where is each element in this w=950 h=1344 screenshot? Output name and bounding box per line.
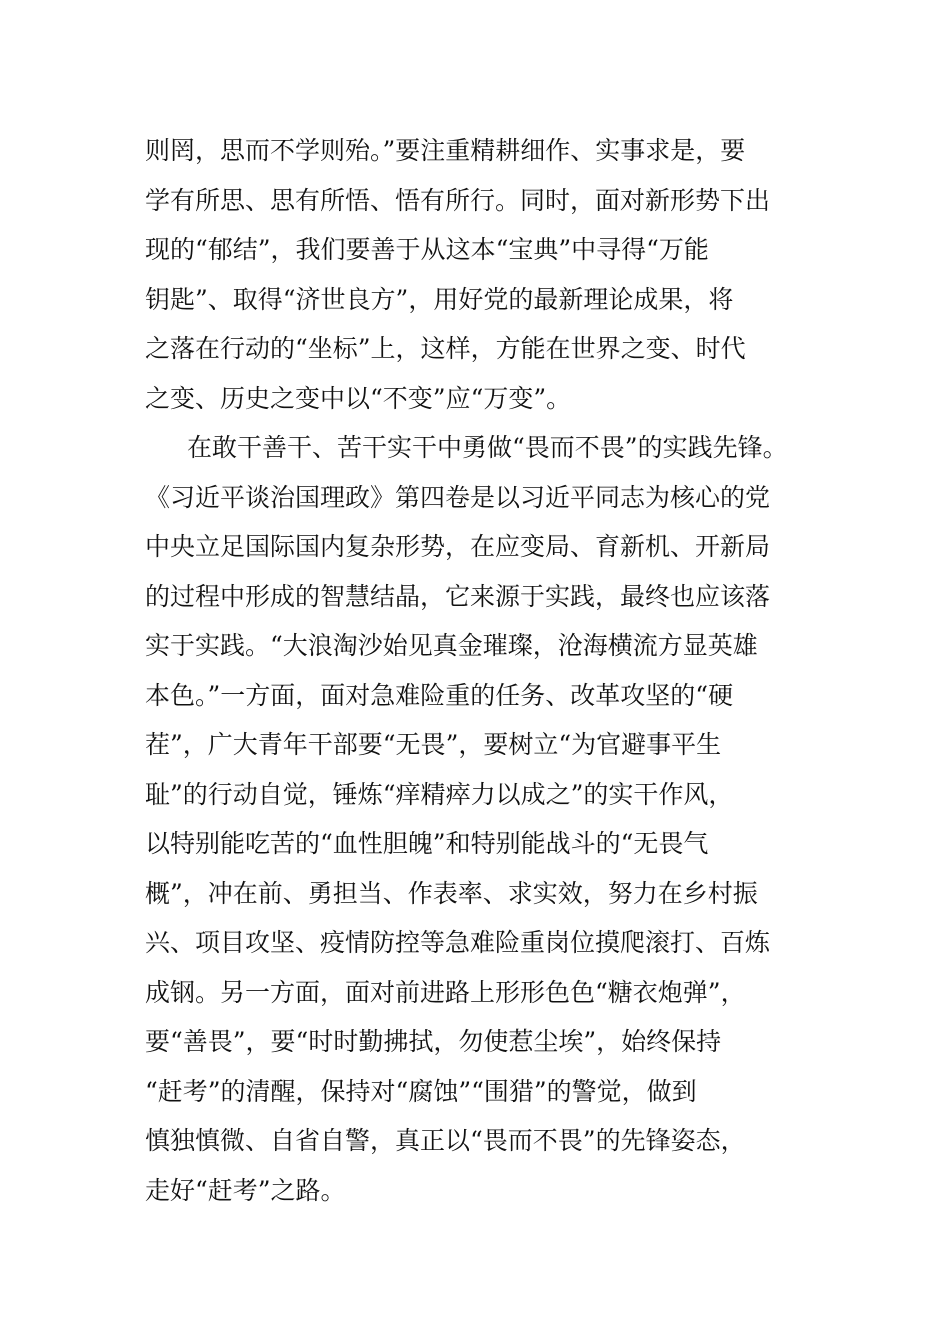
text-line: 钥匙”、取得“济世良方”，用好党的最新理论成果，将 bbox=[145, 284, 734, 314]
text-line: 慎独慎微、自省自警，真正以“畏而不畏”的先锋姿态， bbox=[145, 1126, 746, 1155]
text-line: 概”，冲在前、勇担当、作表率、求实效，努力在乡村振 bbox=[145, 878, 758, 908]
text-line: 要“善畏”，要“时时勤拂拭，勿使惹尘埃”，始终保持 bbox=[145, 1027, 722, 1056]
text-line: 走好“赶考”之路。 bbox=[145, 1175, 346, 1205]
text-line: 的过程中形成的智慧结晶，它来源于实践，最终也应该落 bbox=[145, 581, 771, 611]
text-line: 兴、项目攻坚、疫情防控等急难险重岗位摸爬滚打、百炼 bbox=[145, 928, 771, 957]
text-line: 以特别能吃苦的“血性胆魄”和特别能战斗的“无畏气 bbox=[145, 829, 709, 858]
text-line: 则罔，思而不学则殆。”要注重精耕细作、实事求是，要 bbox=[145, 136, 746, 165]
text-line: 学有所思、思有所悟、悟有所行。同时，面对新形势下出 bbox=[145, 185, 771, 215]
text-line: “赶考”的清醒，保持对“腐蚀”“围猎”的警觉，做到 bbox=[145, 1076, 697, 1106]
text-line: 《习近平谈治国理政》第四卷是以习近平同志为核心的党 bbox=[145, 482, 771, 512]
paragraph-heading-line: 在敢干善干、苦干实干中勇做“畏而不畏”的实践先锋。 bbox=[187, 433, 788, 462]
text-line: 茬”，广大青年干部要“无畏”，要树立“为官避事平生 bbox=[145, 730, 722, 759]
text-line: 耻”的行动自觉，锤炼“痒精瘁力以成之”的实干作风， bbox=[145, 779, 734, 809]
text-line: 本色。”一方面，面对急难险重的任务、改革攻坚的“硬 bbox=[145, 680, 734, 710]
body-text bbox=[145, 126, 825, 1215]
text-line: 之落在行动的“坐标”上，这样，方能在世界之变、时代 bbox=[145, 334, 746, 363]
text-line: 成钢。另一方面，面对前进路上形形色色“糖衣炮弹”， bbox=[145, 977, 746, 1007]
text-line: 之变、历史之变中以“不变”应“万变”。 bbox=[145, 383, 572, 413]
text-line: 中央立足国际国内复杂形势，在应变局、育新机、开新局 bbox=[145, 532, 771, 561]
text-line: 现的“郁结”，我们要善于从这本“宝典”中寻得“万能 bbox=[145, 235, 709, 264]
text-line: 实于实践。“大浪淘沙始见真金璀璨，沧海横流方显英雄 bbox=[145, 631, 758, 660]
